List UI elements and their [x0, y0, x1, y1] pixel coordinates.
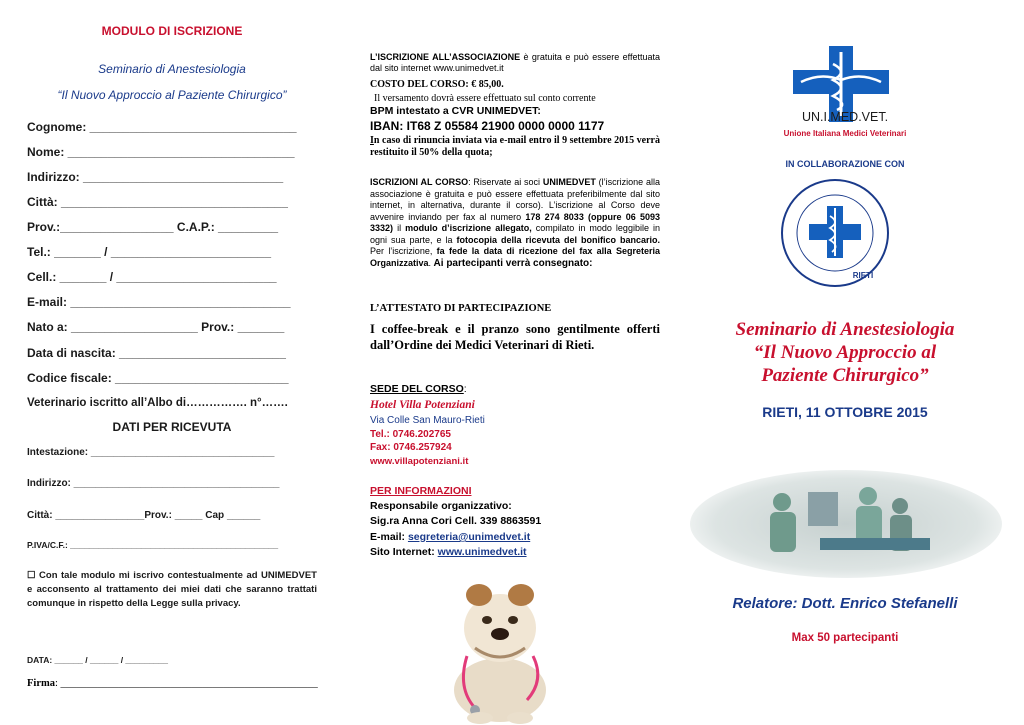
- speaker: Relatore: Dott. Enrico Stefanelli: [732, 595, 958, 612]
- field-codice-fiscale[interactable]: Codice fiscale: __________________________: [27, 371, 289, 385]
- assoc-bold: L’ISCRIZIONE ALL’ASSOCIAZIONE: [370, 52, 521, 62]
- cover-title-line3: Paziente Chirurgico”: [761, 365, 929, 386]
- sede-colon: :: [463, 383, 467, 395]
- field-indirizzo[interactable]: Indirizzo: ______________________________: [27, 170, 284, 184]
- bpm: BPM intestato a CVR UNIMEDVET:: [370, 105, 541, 117]
- field-citta[interactable]: Città: __________________________________: [27, 195, 288, 209]
- field-cognome[interactable]: Cognome: _______________________________: [27, 120, 297, 134]
- iscr-f: Per l’iscrizione,: [370, 246, 437, 256]
- rinuncia: [370, 135, 660, 159]
- privacy-consent[interactable]: ☐ Con tale modulo mi iscrivo contestualmente ad UNIMEDVET e acconsento al trattamento dei miei dati che saranno trattati comunque in rispetto della Legge sulla privacy.: [27, 570, 317, 609]
- iscrizioni-text: [370, 177, 660, 269]
- iscr-fax: 178 274 8033 (oppure 06 5093 3332): [370, 211, 660, 233]
- field-data[interactable]: DATA: ______ / ______ / _________: [27, 655, 168, 665]
- seminar-subtitle: “Il Nuovo Approccio al Paziente Chirurgico”: [57, 88, 287, 102]
- versamento: Il versamento dovrà essere effettuato sul conto corrente: [374, 93, 596, 104]
- costo: COSTO DEL CORSO: € 85,00.: [370, 79, 504, 90]
- field-firma[interactable]: [27, 678, 318, 689]
- assoc-rest: è gratuita e può essere effettuata dal sito internet www.unimedvet.it: [370, 52, 660, 73]
- form-header: MODULO DI ISCRIZIONE: [101, 24, 243, 38]
- seminar-title: Seminario di Anestesiologia: [98, 62, 246, 76]
- attestato: L’ATTESTATO DI PARTECIPAZIONE: [370, 303, 552, 314]
- seal-city: RIETI: [852, 271, 874, 280]
- field-intestazione[interactable]: Intestazione: _________________________________: [27, 447, 275, 458]
- iban: IBAN: IT68 Z 05584 21900 0000 0000 1177: [370, 119, 605, 133]
- cover-column: [680, 0, 1010, 725]
- bulldog-image: [445, 568, 555, 725]
- site-label: Sito Internet:: [370, 546, 438, 558]
- iscr-d: il: [393, 223, 406, 233]
- field-piva[interactable]: P.IVA/C.F.: ____________________________________________: [27, 540, 279, 550]
- iscr-e: compilato in modo leggibile in ogni sua parte, e la: [370, 223, 661, 245]
- rinuncia-text: n caso di rinuncia inviata via e-mail entro il 9 settembre 2015 verrà restituito il 50% della quota;: [370, 135, 660, 158]
- iscr-fede: fa fede la data di ricezione del fax alla Segreteria Organizzativa: [370, 246, 660, 268]
- iscr-b: UNIMEDVET: [542, 177, 596, 187]
- hotel-web[interactable]: www.villapotenziani.it: [370, 456, 469, 467]
- assoc-text: [370, 52, 660, 74]
- resp-label: Responsabile organizzativo:: [370, 500, 512, 512]
- field-nato-a[interactable]: Nato a: ___________________ Prov.: _______: [27, 320, 285, 334]
- field-prov-cap[interactable]: Prov.:_________________ C.A.P.: _________: [27, 220, 279, 234]
- iscr-foto: fotocopia della ricevuta del bonifico bancario.: [456, 234, 660, 245]
- email-label: E-mail:: [370, 531, 408, 543]
- firma-line: : _________________________________________________: [55, 678, 318, 689]
- field-cell[interactable]: Cell.: _______ / ________________________: [27, 270, 277, 284]
- field-receipt-indirizzo[interactable]: Indirizzo: _____________________________________: [27, 478, 280, 489]
- field-receipt-citta[interactable]: Città: ________________Prov.: _____ Cap ______: [27, 510, 261, 521]
- iscr-mod: modulo d’iscrizione allegato,: [405, 223, 532, 233]
- field-albo[interactable]: Veterinario iscritto all’Albo di……………. n°…….: [27, 397, 288, 409]
- site-link[interactable]: www.unimedvet.it: [437, 546, 527, 558]
- iscr-g: .: [428, 257, 434, 268]
- logo-name: UN.I.MED.VET.: [801, 110, 889, 124]
- iscr-consegnato: Ai partecipanti verrà consegnato:: [433, 257, 593, 269]
- max-participants: Max 50 partecipanti: [791, 632, 899, 644]
- email-row: [370, 531, 660, 544]
- hotel-fax: Fax: 0746.257924: [370, 442, 452, 453]
- firma-label: Firma: [27, 678, 55, 689]
- sede-label: [370, 384, 660, 395]
- iscr-a: : Riservate ai soci: [468, 177, 543, 187]
- registration-form-column: [22, 0, 322, 725]
- field-tel[interactable]: Tel.: _______ / ________________________: [27, 245, 272, 259]
- event-date: RIETI, 11 OTTOBRE 2015: [762, 404, 928, 420]
- resp-name: Sig.ra Anna Cori Cell. 339 8863591: [370, 515, 542, 527]
- iscr-bold: ISCRIZIONI AL CORSO: [370, 177, 469, 187]
- collab-label: IN COLLABORAZIONE CON: [785, 159, 905, 169]
- rinuncia-first: I: [370, 135, 374, 146]
- hotel-address: Via Colle San Mauro-Rieti: [370, 415, 485, 426]
- logo-subtitle: Unione Italiana Medici Veterinari: [783, 129, 907, 138]
- receipt-title: DATI PER RICEVUTA: [112, 420, 232, 434]
- site-row: [370, 546, 660, 559]
- field-email[interactable]: E-mail: _________________________________: [27, 295, 291, 309]
- hotel-name: Hotel Villa Potenziani: [370, 399, 475, 411]
- sede-label-text: SEDE DEL CORSO: [370, 383, 464, 395]
- iscr-c: (l’iscrizione alla associazione è gratuita e può essere effettuata preferibilmente dal sito internet, in alternativa, durante il corso). L’iscrizione al Corso deve avvenire inviando per fax al numero: [370, 177, 660, 222]
- surgery-photo: [690, 470, 1002, 578]
- email-link[interactable]: segreteria@unimedvet.it: [407, 531, 531, 543]
- hotel-tel: Tel.: 0746.202765: [370, 429, 451, 440]
- coffee-text: I coffee-break e il pranzo sono gentilmente offerti dall’Ordine dei Medici Veterinari di Rieti.: [370, 322, 660, 352]
- field-nome[interactable]: Nome: __________________________________: [27, 145, 295, 159]
- info-label: PER INFORMAZIONI: [370, 485, 472, 497]
- field-data-nascita[interactable]: Data di nascita: _________________________: [27, 346, 286, 360]
- cover-title-line2: “Il Nuovo Approccio al: [753, 342, 937, 363]
- cover-title: Seminario di Anestesiologia: [735, 319, 955, 340]
- info-column: [360, 0, 660, 725]
